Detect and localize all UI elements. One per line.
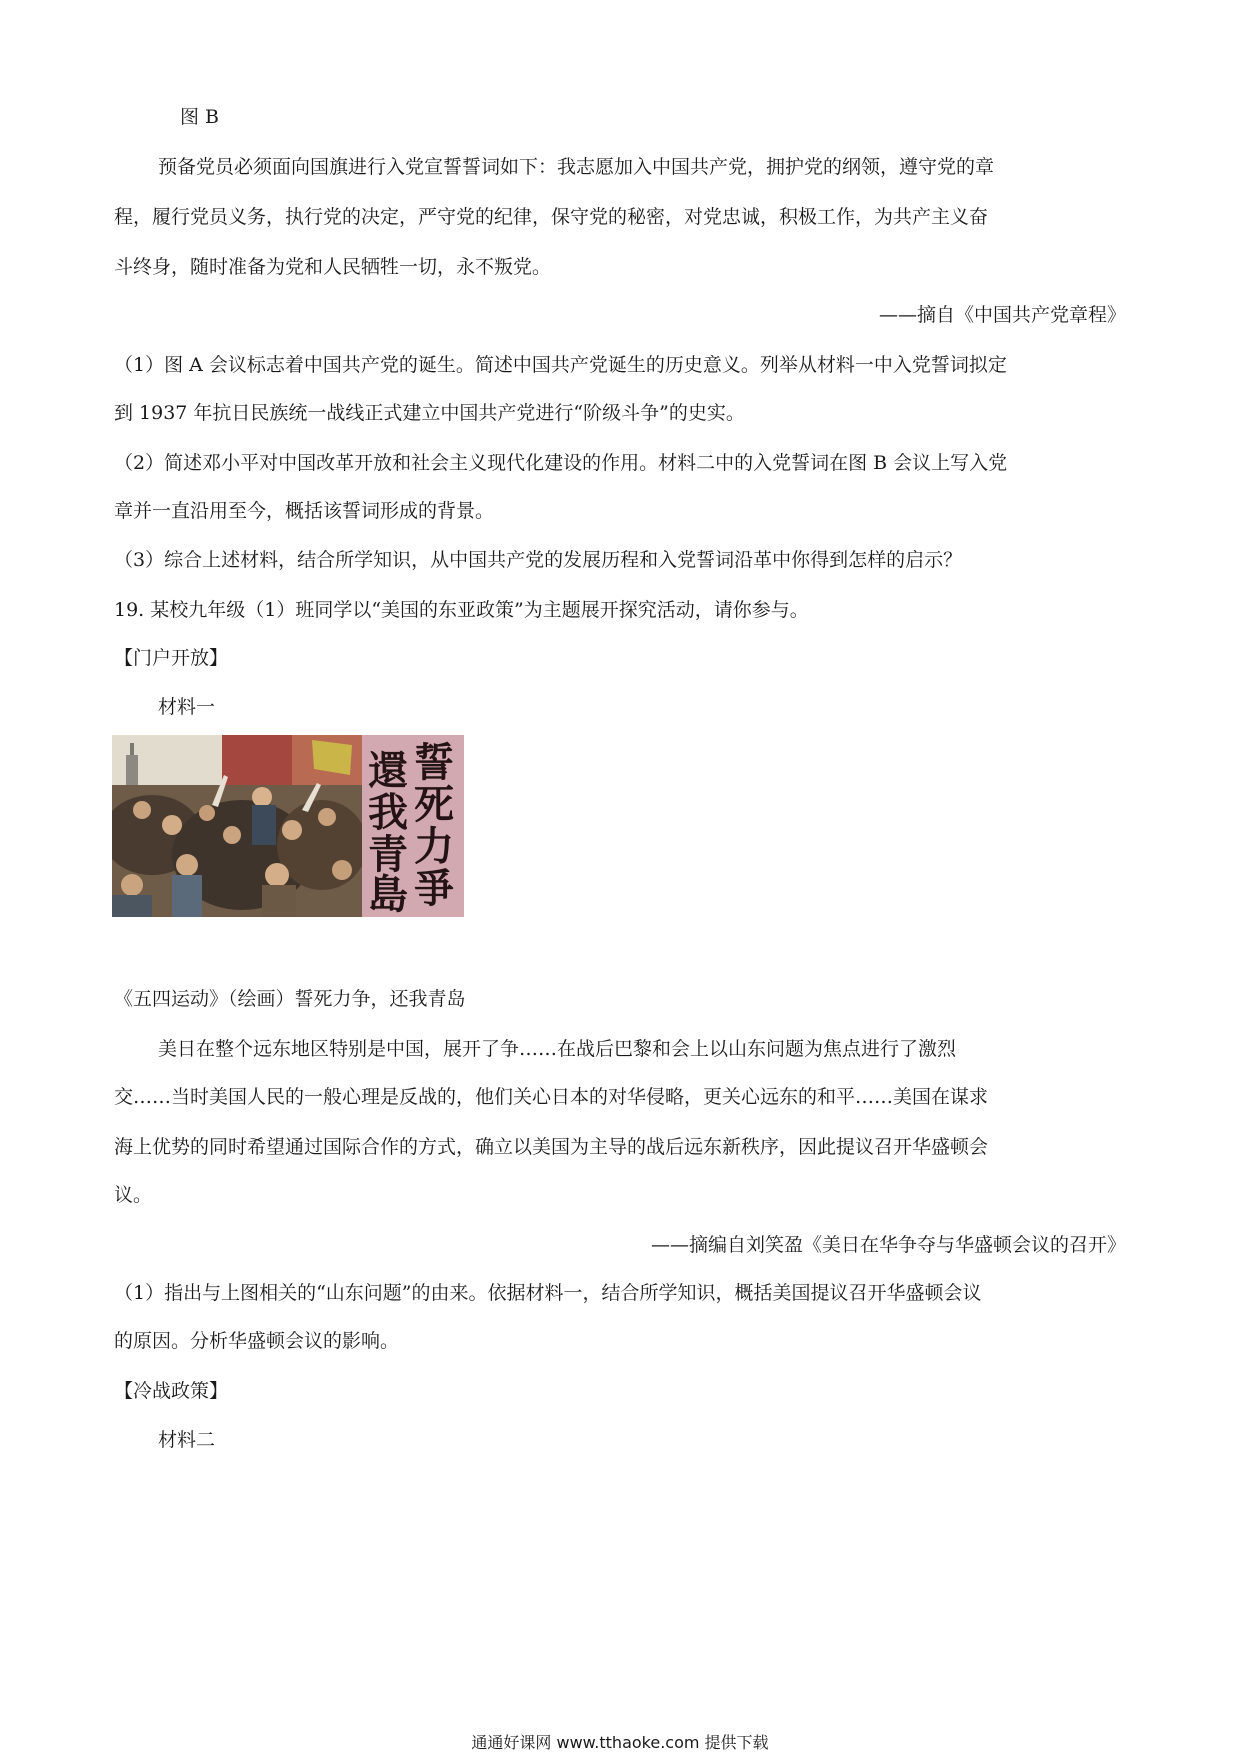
question-text: 到 1937 年抗日民族统一战线正式建立中国共产党进行“阶级斗争”的史实。 [114, 402, 745, 424]
calligraphy-char: 島 [368, 871, 408, 917]
may-fourth-painting [112, 735, 464, 917]
source-citation: ——摘编自刘笑盈《美日在华争夺与华盛顿会议的召开》 [650, 1234, 1126, 1256]
question-text: （1）图 A 会议标志着中国共产党的诞生。简述中国共产党诞生的历史意义。列举从材料一中入党誓词拟定 [114, 354, 1007, 376]
section-heading: 【冷战政策】 [114, 1380, 229, 1402]
calligraphy-char: 爭 [414, 865, 454, 912]
oath-text-line: 斗终身，随时准备为党和人民牺牲一切，永不叛党。 [114, 256, 552, 278]
material-label: 材料一 [158, 696, 216, 718]
protest-crowd-painting [112, 735, 362, 917]
calligraphy-char: 還 [368, 747, 408, 794]
calligraphy-char: 我 [368, 789, 408, 836]
calligraphy-char: 力 [414, 823, 454, 870]
image-caption: 《五四运动》（绘画）誓死力争，还我青岛 [114, 988, 466, 1010]
calligraphy-char: 青 [368, 831, 408, 878]
oath-text-line: 程，履行党员义务，执行党的决定，严守党的纪律，保守党的秘密，对党忠诚，积极工作，为共产主义奋 [114, 206, 989, 228]
material-paragraph-line: 交……当时美国人民的一般心理是反战的，他们关心日本的对华侵略，更关心远东的和平……美国在谋求 [114, 1086, 989, 1108]
calligraphy-panel [362, 735, 464, 917]
oath-text-line: 预备党员必须面向国旗进行入党宣誓誓词如下：我志愿加入中国共产党，拥护党的纲领，遵守党的章 [158, 156, 995, 178]
question-19-heading: 19. 某校九年级（1）班同学以“美国的东亚政策”为主题展开探究活动，请你参与。 [114, 599, 809, 621]
material-paragraph-line: 美日在整个远东地区特别是中国，展开了争……在战后巴黎和会上以山东问题为焦点进行了激烈 [158, 1038, 957, 1060]
section-heading: 【门户开放】 [114, 647, 229, 669]
calligraphy-char: 誓 [414, 739, 454, 786]
question-text: （2）简述邓小平对中国改革开放和社会主义现代化建设的作用。材料二中的入党誓词在图 B 会议上写入党 [114, 452, 1008, 474]
question-text: （1）指出与上图相关的“山东问题”的由来。依据材料一，结合所学知识，概括美国提议召开华盛顿会议 [114, 1282, 982, 1304]
question-text: 的原因。分析华盛顿会议的影响。 [114, 1330, 400, 1352]
material-paragraph-line: 海上优势的同时希望通过国际合作的方式，确立以美国为主导的战后远东新秩序，因此提议召开华盛顿会 [114, 1136, 989, 1158]
material-paragraph-line: 议。 [114, 1184, 153, 1206]
figure-label-b: 图 B [180, 106, 220, 128]
material-label: 材料二 [158, 1429, 216, 1451]
calligraphy-char: 死 [414, 781, 454, 828]
question-text: 章并一直沿用至今，概括该誓词形成的背景。 [114, 500, 495, 522]
question-text: （3）综合上述材料，结合所学知识，从中国共产党的发展历程和入党誓词沿革中你得到怎样的启示？ [114, 549, 963, 571]
page-footer: 通通好课网 www.tthaoke.com 提供下载 [471, 1733, 769, 1752]
source-citation: ——摘自《中国共产党章程》 [878, 304, 1126, 326]
